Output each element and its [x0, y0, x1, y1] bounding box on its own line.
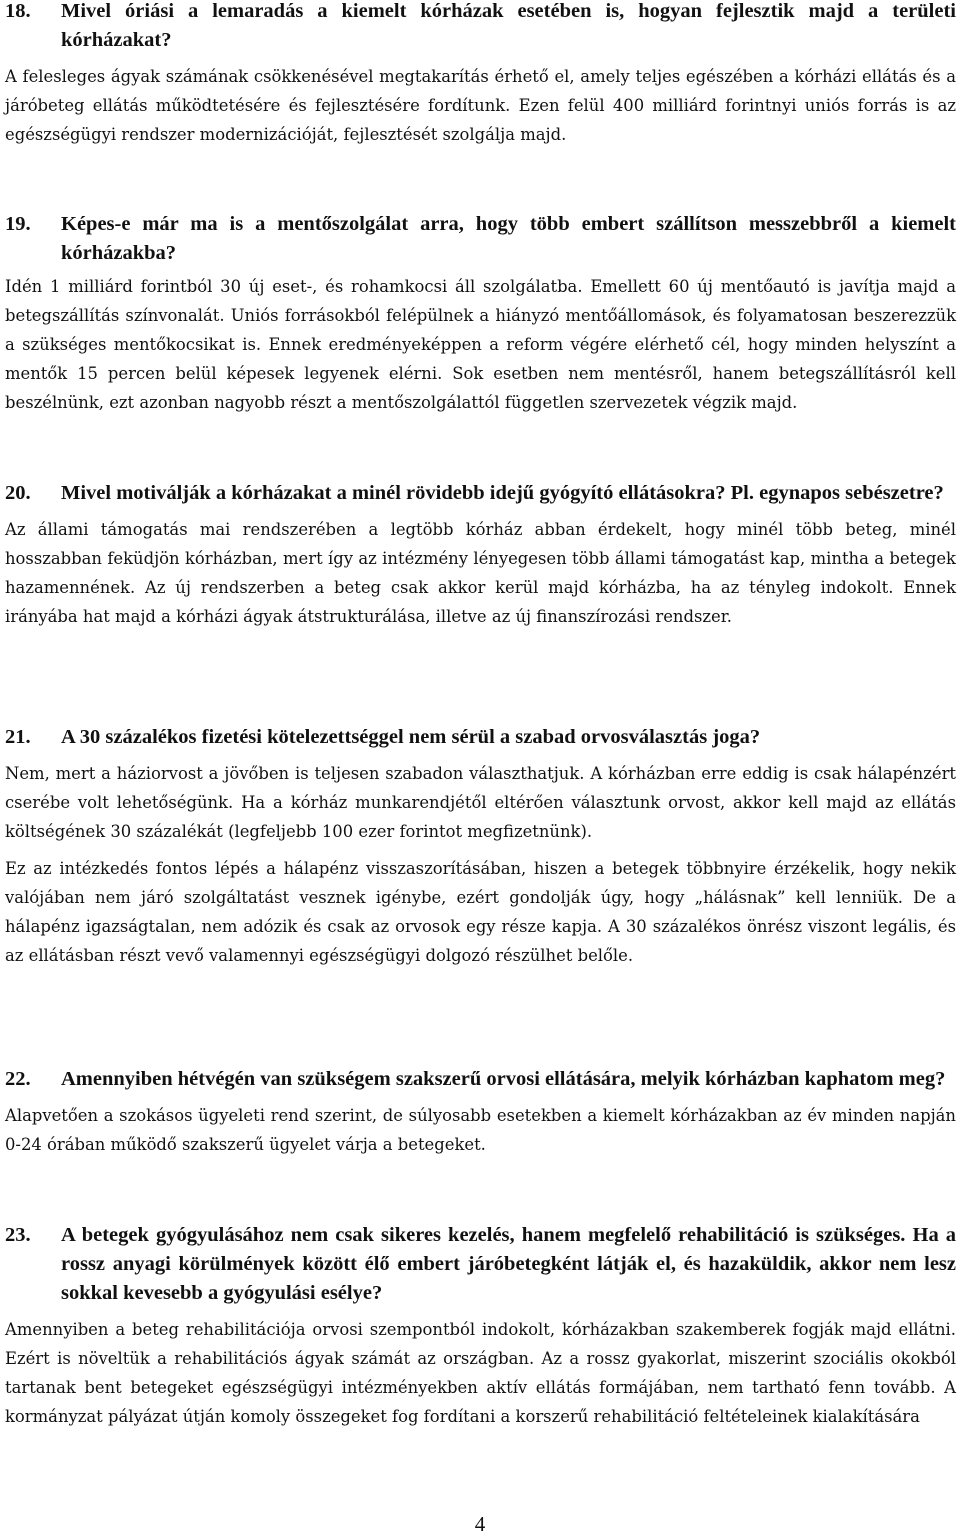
page-number: 4 [474, 1512, 486, 1536]
question-text: A 30 százalékos fizetési kötelezettséggel nem sérül a szabad orvosválasztás joga? [61, 726, 761, 748]
answer-paragraph: Nem, mert a háziorvost a jövőben is teljesen szabadon választhatjuk. A kórházban erre eddig is csak hálapénzért cserébe volt lehetőségünk. Ha a kórház munkarendjétől eltérően választunk orvost, akkor kell majd az ellátás költségének 30 százalékát (legfeljebb 100 ezer forintot megfizetnünk). [5, 764, 956, 841]
question-heading [5, 723, 956, 752]
question-text: Mivel motiválják a kórházakat a minél rövidebb idejű gyógyító ellátásokra? Pl. egynapos sebészetre? [61, 482, 944, 504]
answer-paragraph: Az állami támogatás mai rendszerében a legtöbb kórház abban érdekelt, hogy minél több beteg, minél hosszabban feküdjön kórházban, mert így az intézmény lényegesen több állami támogatást kap, mintha a betegek hazamennének. Az új rendszerben a beteg csak akkor kerül majd kórházba, ha az tényleg indokolt. Ennek irányába hat majd a kórházi ágyak átstrukturálása, illetve az új finanszírozási rendszer. [5, 520, 956, 626]
answer-paragraph: Alapvetően a szokásos ügyeleti rend szerint, de súlyosabb esetekben a kiemelt kórházakban az év minden napján 0-24 órában működő szakszerű ügyelet várja a betegeket. [5, 1106, 956, 1154]
question-number: 19. [5, 213, 31, 235]
question-number: 20. [5, 482, 31, 504]
answer-paragraph: A felesleges ágyak számának csökkenésével megtakarítás érhető el, amely teljes egészében a kórházi ellátás és a járóbeteg ellátás működtetésére és fejlesztésére fordítunk. Ezen felül 400 milliárd forintnyi uniós forrás is az egészségügyi rendszer modernizációját, fejlesztését szolgálja majd. [5, 67, 956, 144]
question-text: Képes-e már ma is a mentőszolgálat arra, hogy több embert szállítson messzebbről a kiemelt kórházakba? [61, 213, 956, 264]
qa-block-23 [5, 1221, 956, 1431]
question-heading [5, 1065, 956, 1094]
qa-block-21 [5, 723, 956, 970]
answer-paragraph: Amennyiben a beteg rehabilitációja orvosi szempontból indokolt, kórházakban szakemberek fogják majd ellátni. Ezért is növeltük a rehabilitációs ágyak számát az országban. Az a rossz gyakorlat, miszerint szociális okokból tartanak bent betegeket egészségügyi intézményekben aktív ellátás formájában, nem tartható fenn tovább. A kormányzat pályázat útján komoly összegeket fog fordítani a korszerű rehabilitáció feltételeinek kialakítására [5, 1320, 956, 1426]
qa-block-18 [5, 0, 956, 149]
qa-block-22 [5, 1065, 956, 1159]
qa-block-20 [5, 479, 956, 631]
answer-paragraph: Ez az intézkedés fontos lépés a hálapénz visszaszorításában, hiszen a betegek többnyire érzékelik, hogy nekik valójában nem járó szolgáltatást vesznek igénybe, ezért gondolják úgy, hogy „hálásnak” kell lenniük. De a hálapénz igazságtalan, nem adózik és csak az orvosok egy része kapja. A 30 százalékos önrész viszont legális, és az ellátásban részt vevő valamennyi egészségügyi dolgozó részülhet belőle. [5, 859, 956, 965]
question-number: 23. [5, 1224, 31, 1246]
question-number: 21. [5, 726, 31, 748]
question-heading [5, 479, 956, 508]
question-heading [5, 210, 956, 268]
question-text: Mivel óriási a lemaradás a kiemelt kórházak esetében is, hogyan fejlesztik majd a területi kórházakat? [61, 0, 956, 51]
question-heading [5, 1221, 956, 1308]
question-number: 22. [5, 1068, 31, 1090]
question-heading [5, 0, 956, 55]
question-number: 18. [5, 0, 31, 22]
question-text: Amennyiben hétvégén van szükségem szakszerű orvosi ellátására, melyik kórházban kaphatom meg? [61, 1068, 946, 1090]
answer-paragraph: Idén 1 milliárd forintból 30 új eset-, és rohamkocsi áll szolgálatba. Emellett 60 új mentőautó is javítja majd a betegszállítás színvonalát. Uniós forrásokból felépülnek a hiányzó mentőállomások, és folyamatosan beszerezzük a szükséges mentőkocsikat is. Ennek eredményeképpen a reform végére elérhető cél, hogy minden helyszínt a mentők 15 percen belül képesek legyenek elérni. Sok esetben nem mentésről, hanem betegszállításról kell beszélnünk, ezt azonban nagyobb részt a mentőszolgálattól független szervezetek végzik majd. [5, 277, 956, 412]
question-text: A betegek gyógyulásához nem csak sikeres kezelés, hanem megfelelő rehabilitáció is szükséges. Ha a rossz anyagi körülmények között élő embert járóbetegként látják el, és hazaküldik, akkor nem lesz sokkal kevesebb a gyógyulási esélye? [61, 1224, 956, 1304]
qa-block-19 [5, 210, 956, 417]
